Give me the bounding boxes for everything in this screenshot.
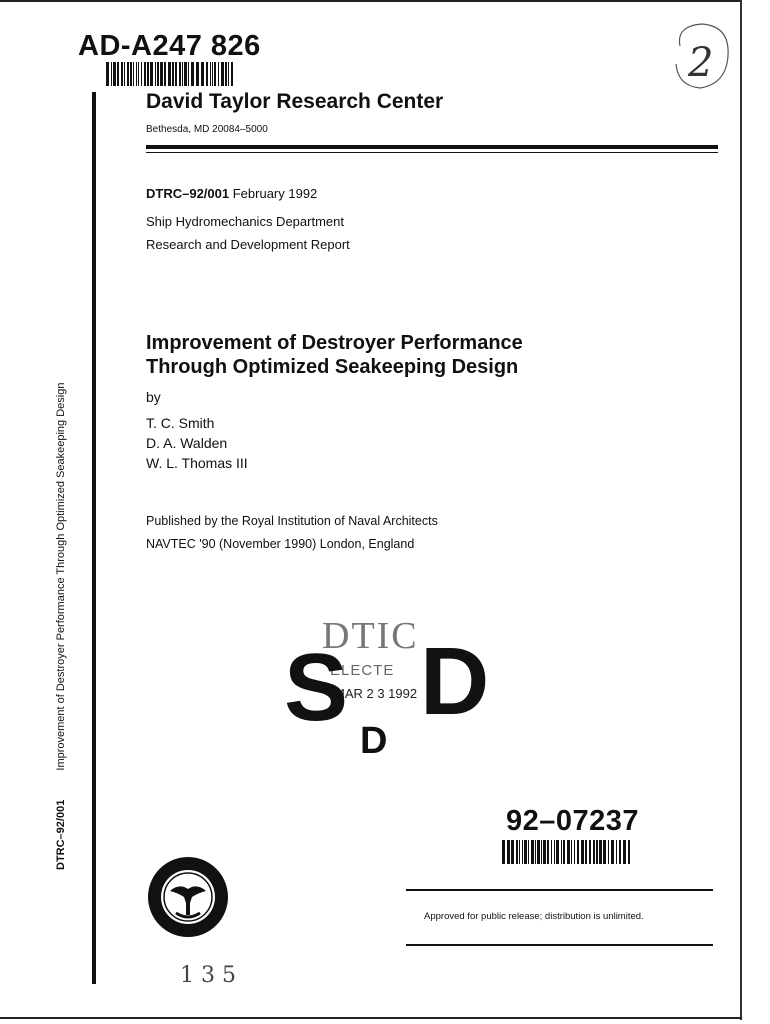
conference-line: NAVTEC '90 (November 1990) London, England bbox=[146, 537, 415, 551]
barcode-bar bbox=[218, 62, 219, 86]
barcode-bar bbox=[191, 62, 194, 86]
barcode-bar bbox=[212, 62, 213, 86]
barcode-bar bbox=[599, 840, 602, 864]
barcode-bar bbox=[196, 62, 199, 86]
header-rule-thin bbox=[146, 152, 718, 153]
navy-seal-icon bbox=[146, 855, 230, 939]
barcode-bar bbox=[541, 840, 542, 864]
barcode-bar bbox=[556, 840, 559, 864]
barcode-bar bbox=[563, 840, 565, 864]
barcode-bar bbox=[133, 62, 134, 86]
barcode-bar bbox=[210, 62, 211, 86]
barcode-bar bbox=[561, 840, 562, 864]
barcode-bar bbox=[507, 840, 510, 864]
document-title bbox=[146, 331, 666, 379]
barcode-bar bbox=[155, 62, 156, 86]
author: W. L. Thomas III bbox=[146, 455, 248, 471]
spine-title: Improvement of Destroyer Performance Through Optimized Seakeeping Design bbox=[55, 382, 67, 771]
barcode-bar bbox=[554, 840, 555, 864]
barcode-bar bbox=[228, 62, 229, 86]
barcode-bar bbox=[571, 840, 572, 864]
document-barcode bbox=[502, 840, 632, 864]
barcode-bar bbox=[117, 62, 119, 86]
barcode-bar bbox=[628, 840, 630, 864]
left-vertical-bar bbox=[92, 92, 96, 984]
barcode-bar bbox=[168, 62, 171, 86]
document-number: 92–07237 bbox=[506, 805, 640, 837]
barcode-bar bbox=[106, 62, 109, 86]
barcode-bar bbox=[524, 840, 527, 864]
barcode-bar bbox=[138, 62, 139, 86]
report-date: February 1992 bbox=[232, 186, 318, 201]
author: T. C. Smith bbox=[146, 415, 215, 431]
barcode-bar bbox=[528, 840, 529, 864]
barcode-bar bbox=[519, 840, 520, 864]
barcode-bar bbox=[596, 840, 598, 864]
organization-name: David Taylor Research Center bbox=[146, 90, 444, 113]
barcode-bar bbox=[577, 840, 579, 864]
barcode-bar bbox=[214, 62, 216, 86]
distribution-rule-top bbox=[406, 889, 713, 891]
report-code-date bbox=[146, 186, 317, 201]
barcode-bar bbox=[585, 840, 587, 864]
barcode-bar bbox=[127, 62, 129, 86]
barcode-bar bbox=[551, 840, 552, 864]
stamp-letter-s: S bbox=[284, 634, 349, 741]
title-line-1: Improvement of Destroyer Performance bbox=[146, 332, 523, 354]
barcode-bar bbox=[531, 840, 534, 864]
publisher-line: Published by the Royal Institution of Naval Architects bbox=[146, 514, 438, 528]
title-line-2: Through Optimized Seakeeping Design bbox=[146, 356, 519, 378]
report-code: DTRC–92/001 bbox=[146, 186, 230, 201]
barcode-bar bbox=[147, 62, 149, 86]
barcode-bar bbox=[231, 62, 233, 86]
by-label: by bbox=[146, 389, 161, 405]
distribution-rule-bottom bbox=[406, 944, 713, 946]
stamp-letter-d-small: D bbox=[360, 720, 388, 762]
handwritten-circle-mark bbox=[666, 18, 738, 98]
barcode-bar bbox=[111, 62, 112, 86]
author: D. A. Walden bbox=[146, 435, 228, 451]
barcode-bar bbox=[124, 62, 125, 86]
barcode-bar bbox=[206, 62, 208, 86]
barcode-bar bbox=[589, 840, 591, 864]
barcode-bar bbox=[201, 62, 204, 86]
barcode-bar bbox=[121, 62, 123, 86]
department: Ship Hydromechanics Department bbox=[146, 214, 344, 229]
stamp-status: ELECTE bbox=[330, 662, 395, 679]
barcode-bar bbox=[172, 62, 174, 86]
barcode-bar bbox=[619, 840, 621, 864]
barcode-bar bbox=[175, 62, 177, 86]
stamp-letter-d-large: D bbox=[420, 628, 490, 735]
handwritten-number: 2 bbox=[688, 40, 714, 86]
barcode-bar bbox=[623, 840, 626, 864]
barcode-bar bbox=[567, 840, 570, 864]
barcode-bar bbox=[537, 840, 540, 864]
barcode-bar bbox=[543, 840, 546, 864]
barcode-bar bbox=[150, 62, 153, 86]
author-list bbox=[146, 413, 248, 473]
accession-number: AD-A247 826 bbox=[78, 30, 261, 62]
barcode-bar bbox=[535, 840, 536, 864]
barcode-bar bbox=[136, 62, 137, 86]
barcode-bar bbox=[516, 840, 518, 864]
barcode-bar bbox=[141, 62, 142, 86]
organization-location: Bethesda, MD 20084–5000 bbox=[146, 124, 268, 135]
barcode-bar bbox=[522, 840, 523, 864]
header-rule-thick bbox=[146, 145, 718, 149]
barcode-bar bbox=[188, 62, 189, 86]
report-type: Research and Development Report bbox=[146, 237, 350, 252]
barcode-bar bbox=[182, 62, 183, 86]
barcode-bar bbox=[611, 840, 614, 864]
distribution-statement: Approved for public release; distribution is unlimited. bbox=[424, 911, 644, 922]
barcode-bar bbox=[502, 840, 505, 864]
accession-barcode bbox=[106, 62, 236, 86]
barcode-bar bbox=[603, 840, 606, 864]
barcode-bar bbox=[581, 840, 584, 864]
barcode-bar bbox=[511, 840, 514, 864]
page-border-top bbox=[0, 0, 740, 2]
barcode-bar bbox=[608, 840, 609, 864]
spine-text bbox=[55, 383, 67, 870]
barcode-bar bbox=[164, 62, 166, 86]
barcode-bar bbox=[593, 840, 595, 864]
spine-code: DTRC–92/001 bbox=[55, 799, 67, 870]
barcode-bar bbox=[547, 840, 549, 864]
page-border-bottom bbox=[0, 1017, 742, 1019]
barcode-bar bbox=[221, 62, 224, 86]
stamp-date: MAR 2 3 1992 bbox=[334, 686, 418, 701]
stamp-agency: DTIC bbox=[322, 615, 419, 657]
barcode-bar bbox=[130, 62, 132, 86]
barcode-bar bbox=[574, 840, 575, 864]
barcode-bar bbox=[157, 62, 159, 86]
barcode-bar bbox=[225, 62, 227, 86]
barcode-bar bbox=[184, 62, 187, 86]
barcode-bar bbox=[179, 62, 181, 86]
barcode-bar bbox=[616, 840, 617, 864]
barcode-bar bbox=[160, 62, 163, 86]
barcode-bar bbox=[144, 62, 146, 86]
barcode-bar bbox=[113, 62, 116, 86]
handwritten-page-note: 1 3 5 bbox=[180, 963, 236, 988]
page-border-right bbox=[740, 0, 742, 1020]
